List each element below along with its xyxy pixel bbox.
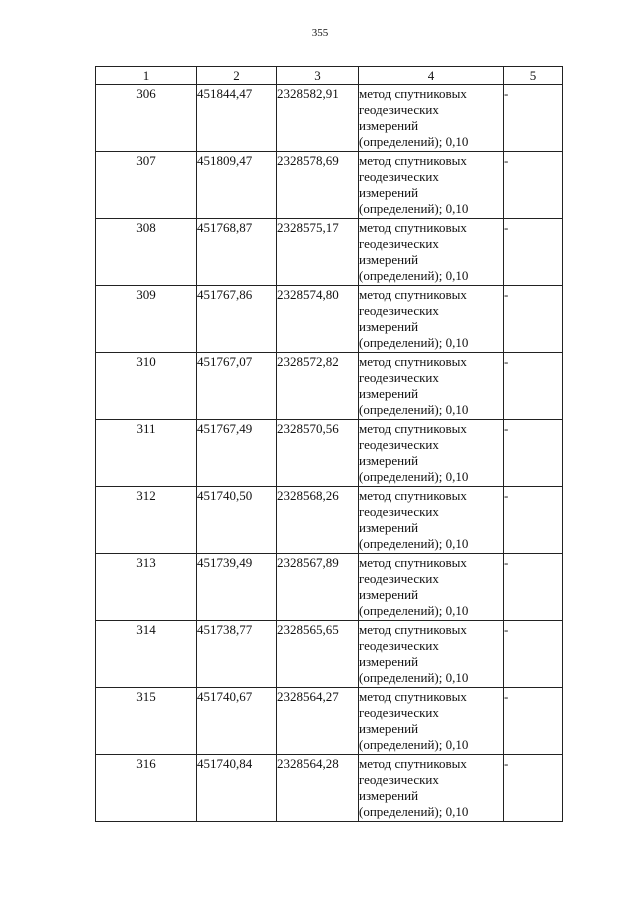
y-coordinate-cell: 2328565,65 xyxy=(277,621,359,688)
coordinates-table xyxy=(95,66,563,822)
note-cell: - xyxy=(504,286,563,353)
y-coordinate-cell: 2328575,17 xyxy=(277,219,359,286)
method-line: геодезических xyxy=(359,638,439,653)
table-row xyxy=(96,554,563,621)
method-line: геодезических xyxy=(359,504,439,519)
method-line: (определений); 0,10 xyxy=(359,737,469,752)
y-coordinate-cell: 2328564,27 xyxy=(277,688,359,755)
table-row xyxy=(96,219,563,286)
method-line: метод спутниковых xyxy=(359,488,467,503)
point-number-cell: 308 xyxy=(96,219,197,286)
method-line: измерений xyxy=(359,252,419,267)
header-col-1: 1 xyxy=(96,67,197,85)
method-line: измерений xyxy=(359,788,419,803)
method-line: геодезических xyxy=(359,303,439,318)
x-coordinate-cell: 451740,50 xyxy=(197,487,277,554)
point-number-cell: 307 xyxy=(96,152,197,219)
method-line: метод спутниковых xyxy=(359,756,467,771)
method-line: (определений); 0,10 xyxy=(359,335,469,350)
point-number-cell: 315 xyxy=(96,688,197,755)
method-line: (определений); 0,10 xyxy=(359,469,469,484)
x-coordinate-cell: 451844,47 xyxy=(197,85,277,152)
note-cell: - xyxy=(504,621,563,688)
point-number-cell: 314 xyxy=(96,621,197,688)
method-line: геодезических xyxy=(359,370,439,385)
point-number-cell: 312 xyxy=(96,487,197,554)
x-coordinate-cell: 451768,87 xyxy=(197,219,277,286)
method-line: метод спутниковых xyxy=(359,220,467,235)
x-coordinate-cell: 451739,49 xyxy=(197,554,277,621)
note-cell: - xyxy=(504,85,563,152)
method-cell xyxy=(359,152,504,219)
page-number: 355 xyxy=(311,27,329,39)
method-cell xyxy=(359,353,504,420)
method-line: метод спутниковых xyxy=(359,555,467,570)
method-cell xyxy=(359,755,504,822)
method-line: (определений); 0,10 xyxy=(359,134,469,149)
x-coordinate-cell: 451767,07 xyxy=(197,353,277,420)
table-row xyxy=(96,688,563,755)
y-coordinate-cell: 2328567,89 xyxy=(277,554,359,621)
method-line: метод спутниковых xyxy=(359,153,467,168)
method-line: геодезических xyxy=(359,705,439,720)
method-cell xyxy=(359,286,504,353)
x-coordinate-cell: 451740,67 xyxy=(197,688,277,755)
note-cell: - xyxy=(504,353,563,420)
note-cell: - xyxy=(504,219,563,286)
table-row xyxy=(96,286,563,353)
table-row xyxy=(96,353,563,420)
method-line: (определений); 0,10 xyxy=(359,670,469,685)
method-cell xyxy=(359,85,504,152)
point-number-cell: 310 xyxy=(96,353,197,420)
method-line: измерений xyxy=(359,118,419,133)
note-cell: - xyxy=(504,420,563,487)
point-number-cell: 309 xyxy=(96,286,197,353)
x-coordinate-cell: 451738,77 xyxy=(197,621,277,688)
method-line: измерений xyxy=(359,386,419,401)
method-line: (определений); 0,10 xyxy=(359,201,469,216)
method-line: (определений); 0,10 xyxy=(359,804,469,819)
method-line: геодезических xyxy=(359,102,439,117)
note-cell: - xyxy=(504,688,563,755)
table-row xyxy=(96,152,563,219)
header-col-2: 2 xyxy=(197,67,277,85)
y-coordinate-cell: 2328574,80 xyxy=(277,286,359,353)
note-cell: - xyxy=(504,554,563,621)
note-cell: - xyxy=(504,152,563,219)
method-line: измерений xyxy=(359,520,419,535)
method-line: измерений xyxy=(359,185,419,200)
method-line: измерений xyxy=(359,654,419,669)
note-cell: - xyxy=(504,487,563,554)
header-col-3: 3 xyxy=(277,67,359,85)
method-cell xyxy=(359,621,504,688)
table-row xyxy=(96,621,563,688)
y-coordinate-cell: 2328564,28 xyxy=(277,755,359,822)
header-col-4: 4 xyxy=(359,67,504,85)
x-coordinate-cell: 451809,47 xyxy=(197,152,277,219)
method-line: метод спутниковых xyxy=(359,689,467,704)
table-row xyxy=(96,755,563,822)
point-number-cell: 313 xyxy=(96,554,197,621)
method-line: геодезических xyxy=(359,236,439,251)
method-line: измерений xyxy=(359,587,419,602)
method-line: измерений xyxy=(359,319,419,334)
method-cell xyxy=(359,688,504,755)
method-cell xyxy=(359,487,504,554)
point-number-cell: 306 xyxy=(96,85,197,152)
x-coordinate-cell: 451767,49 xyxy=(197,420,277,487)
method-line: (определений); 0,10 xyxy=(359,268,469,283)
table-body xyxy=(96,85,563,822)
y-coordinate-cell: 2328568,26 xyxy=(277,487,359,554)
method-line: (определений); 0,10 xyxy=(359,603,469,618)
method-cell xyxy=(359,554,504,621)
point-number-cell: 311 xyxy=(96,420,197,487)
y-coordinate-cell: 2328572,82 xyxy=(277,353,359,420)
method-line: (определений); 0,10 xyxy=(359,402,469,417)
table-row xyxy=(96,85,563,152)
method-line: метод спутниковых xyxy=(359,354,467,369)
method-cell xyxy=(359,219,504,286)
method-line: геодезических xyxy=(359,169,439,184)
method-line: метод спутниковых xyxy=(359,287,467,302)
method-line: измерений xyxy=(359,453,419,468)
method-line: геодезических xyxy=(359,437,439,452)
y-coordinate-cell: 2328578,69 xyxy=(277,152,359,219)
method-line: метод спутниковых xyxy=(359,622,467,637)
method-line: измерений xyxy=(359,721,419,736)
method-line: метод спутниковых xyxy=(359,421,467,436)
method-line: метод спутниковых xyxy=(359,86,467,101)
y-coordinate-cell: 2328582,91 xyxy=(277,85,359,152)
method-line: геодезических xyxy=(359,571,439,586)
table-row xyxy=(96,420,563,487)
table-row xyxy=(96,487,563,554)
method-cell xyxy=(359,420,504,487)
table-header xyxy=(96,67,563,85)
y-coordinate-cell: 2328570,56 xyxy=(277,420,359,487)
header-row xyxy=(96,67,563,85)
method-line: геодезических xyxy=(359,772,439,787)
x-coordinate-cell: 451740,84 xyxy=(197,755,277,822)
note-cell: - xyxy=(504,755,563,822)
point-number-cell: 316 xyxy=(96,755,197,822)
header-col-5: 5 xyxy=(504,67,563,85)
method-line: (определений); 0,10 xyxy=(359,536,469,551)
x-coordinate-cell: 451767,86 xyxy=(197,286,277,353)
